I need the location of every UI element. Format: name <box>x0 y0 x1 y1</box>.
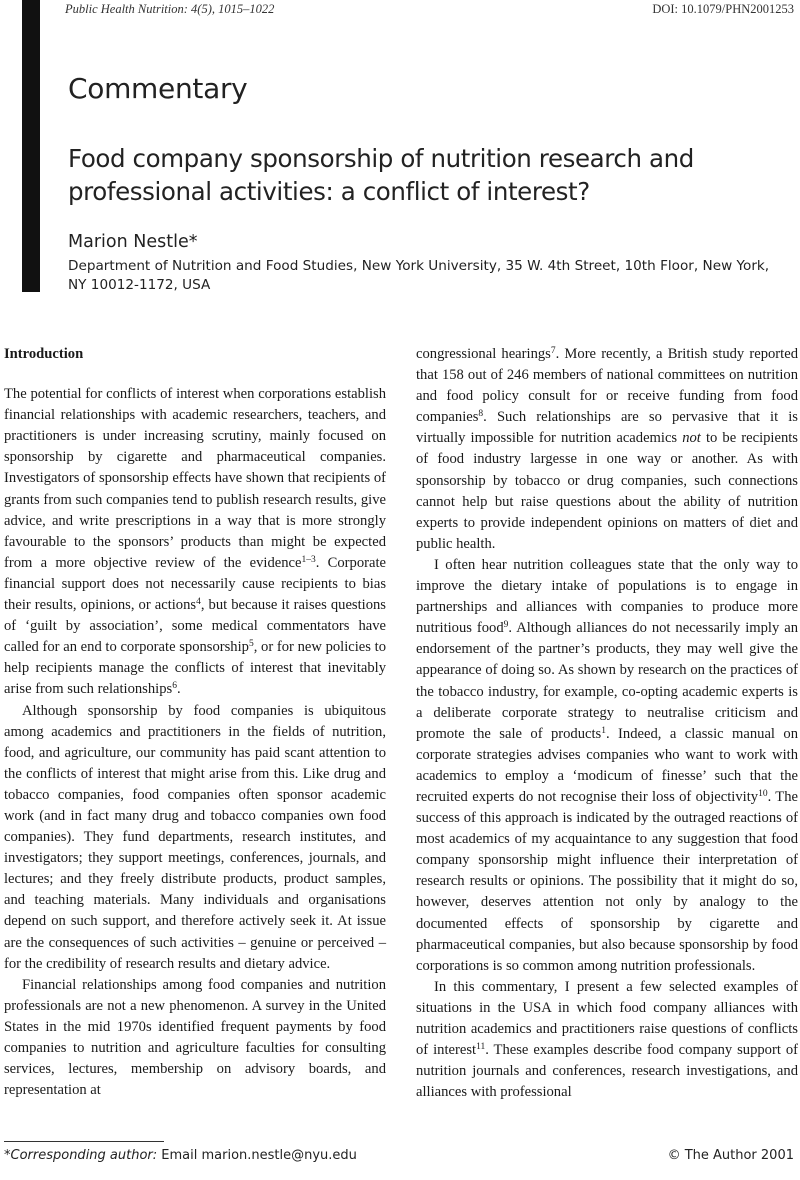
running-head <box>65 2 794 20</box>
copyright-notice: © The Author 2001 <box>667 1148 794 1163</box>
article-title: Food company sponsorship of nutrition research and professional activities: a conflict of interest? <box>68 144 694 206</box>
sidebar-accent-bar <box>22 0 40 292</box>
paragraph-3-continued: congressional hearings$^7$. More recently, a British study reported that 158 out of 246 members of national committees on nutrition and food policy consult for or receive funding from food companies$^8$. Such relationships are so pervasive that it is virtually impossible for nutrition academics not to be recipients of food industry largesse in one way or another. As with sponsorship by tobacco or drug companies, such connections cannot help but raise questions about the ability of nutrition experts to provide independent opinions on matters of diet and public health. <box>416 346 798 552</box>
citation-ref[interactable]: 4 <box>196 597 201 608</box>
footnote-divider <box>4 1141 164 1142</box>
introduction-heading: Introduction <box>4 346 84 362</box>
citation-ref[interactable]: 7 <box>550 346 556 356</box>
section-label: Commentary <box>68 72 248 105</box>
author-name: Marion Nestle* <box>68 232 198 252</box>
citation-ref[interactable]: 6 <box>172 681 177 692</box>
paragraph-3: Financial relationships among food companies and nutrition professionals are not a new phenomenon. A survey in the United States in the mid 1970s identified frequent payments by food companies to nutrition and agriculture faculties for consulting services, lectures, membership on advisory boards, and representation at <box>4 976 386 1099</box>
author-affiliation: Department of Nutrition and Food Studies, New York University, 35 W. 4th Street, 10th Floor, New York, NY 10012-1172, USA <box>68 258 770 293</box>
paragraph-4: I often hear nutrition colleagues state that the only way to improve the dietary intake of populations is to engage in partnerships and alliances with companies to produce more nutritious food$^9$. Although alliances do not necessarily imply an endorsement of the partner’s products, they may well give the appearance of doing so. As shown by research on the practices of the tobacco industry, for example, co-opting academic experts is a deliberate corporate strategy to neutralise criticism and promote the sale of products$^1$. Indeed, a classic manual on corporate strategies advises companies who want to work with academics to employ a ‘modicum of finesse’ such that the recruited experts do not recognise their loss of objectivity$^{10}$. The success of this approach is indicated by the outraged reactions of most academics of my acquaintance to any suggestion that food company sponsorship might influence their interpretation of research results or opinions. The possibility that it might do so, however, deserves attention not only by analogy to the documented effects of sponsorship by cigarette and pharmaceutical companies, but also because sponsorship by food corporations is so common among nutrition professionals. <box>416 556 798 974</box>
citation-ref[interactable]: 8 <box>478 409 484 420</box>
doi-label[interactable]: DOI: 10.1079/PHN2001253 <box>652 2 794 16</box>
right-column <box>416 344 798 1103</box>
citation-ref[interactable]: 1 <box>601 725 606 736</box>
left-column <box>4 344 386 1101</box>
corresponding-author-footnote: *Corresponding author: Email marion.nestle@nyu.edu <box>4 1148 357 1163</box>
citation-ref[interactable]: 5 <box>248 639 254 650</box>
paragraph-1: The potential for conflicts of interest when corporations establish financial relationships with academic researchers, teachers, and practitioners is under increasing scrutiny, mainly focused on sponsorship by cigarette and pharmaceutical companies. Investigators of sponsorship effects have shown that recipients of grants from such companies tend to publish research results, give advice, and write prescriptions in a way that is more strongly favourable to the sponsors’ products than might be expected from a more objective review of the evidence$^{1-3}$. Corporate financial support does not necessarily cause recipients to bias their results, opinions, or actions$^4$, but because it raises questions of ‘guilt by association’, some medical commentators have called for an end to corporate sponsorship$^5$, or for new policies to help recipients manage the conflicts of interest that inevitably arise from such relationships$^6$. <box>4 386 387 698</box>
citation-ref[interactable]: 1–3 <box>301 554 316 565</box>
citation-ref[interactable]: 11 <box>476 1042 486 1053</box>
citation-ref[interactable]: 10 <box>758 788 768 799</box>
paragraph-2: Although sponsorship by food companies is ubiquitous among academics and practitioners in the fields of nutrition, food, and agriculture, our community has paid scant attention to the conflicts of interest that might arise from this. Like drug and tobacco companies, food companies often sponsor academic work (and in fact many drug and tobacco companies own food companies). They fund departments, research institutes, and investigators; they support meetings, conferences, journals, and lectures; and they freely distribute products, product samples, and teaching materials. Many individuals and organisations depend on such support, and therefore actively seek it. At issue are the consequences of such activities – genuine or perceived – for the credibility of research results and dietary advice. <box>4 702 386 972</box>
paragraph-5: In this commentary, I present a few selected examples of situations in the USA in which food company alliances with nutrition academics and practitioners raise questions of conflicts of interest$^{11}$. These examples describe food company support of nutrition journals and conferences, research investigations, and alliances with professional <box>416 978 798 1101</box>
author-email[interactable]: Email marion.nestle@nyu.edu <box>157 1148 357 1163</box>
journal-citation: Public Health Nutrition: 4(5), 1015–1022 <box>65 2 275 16</box>
citation-ref[interactable]: 9 <box>503 620 509 631</box>
